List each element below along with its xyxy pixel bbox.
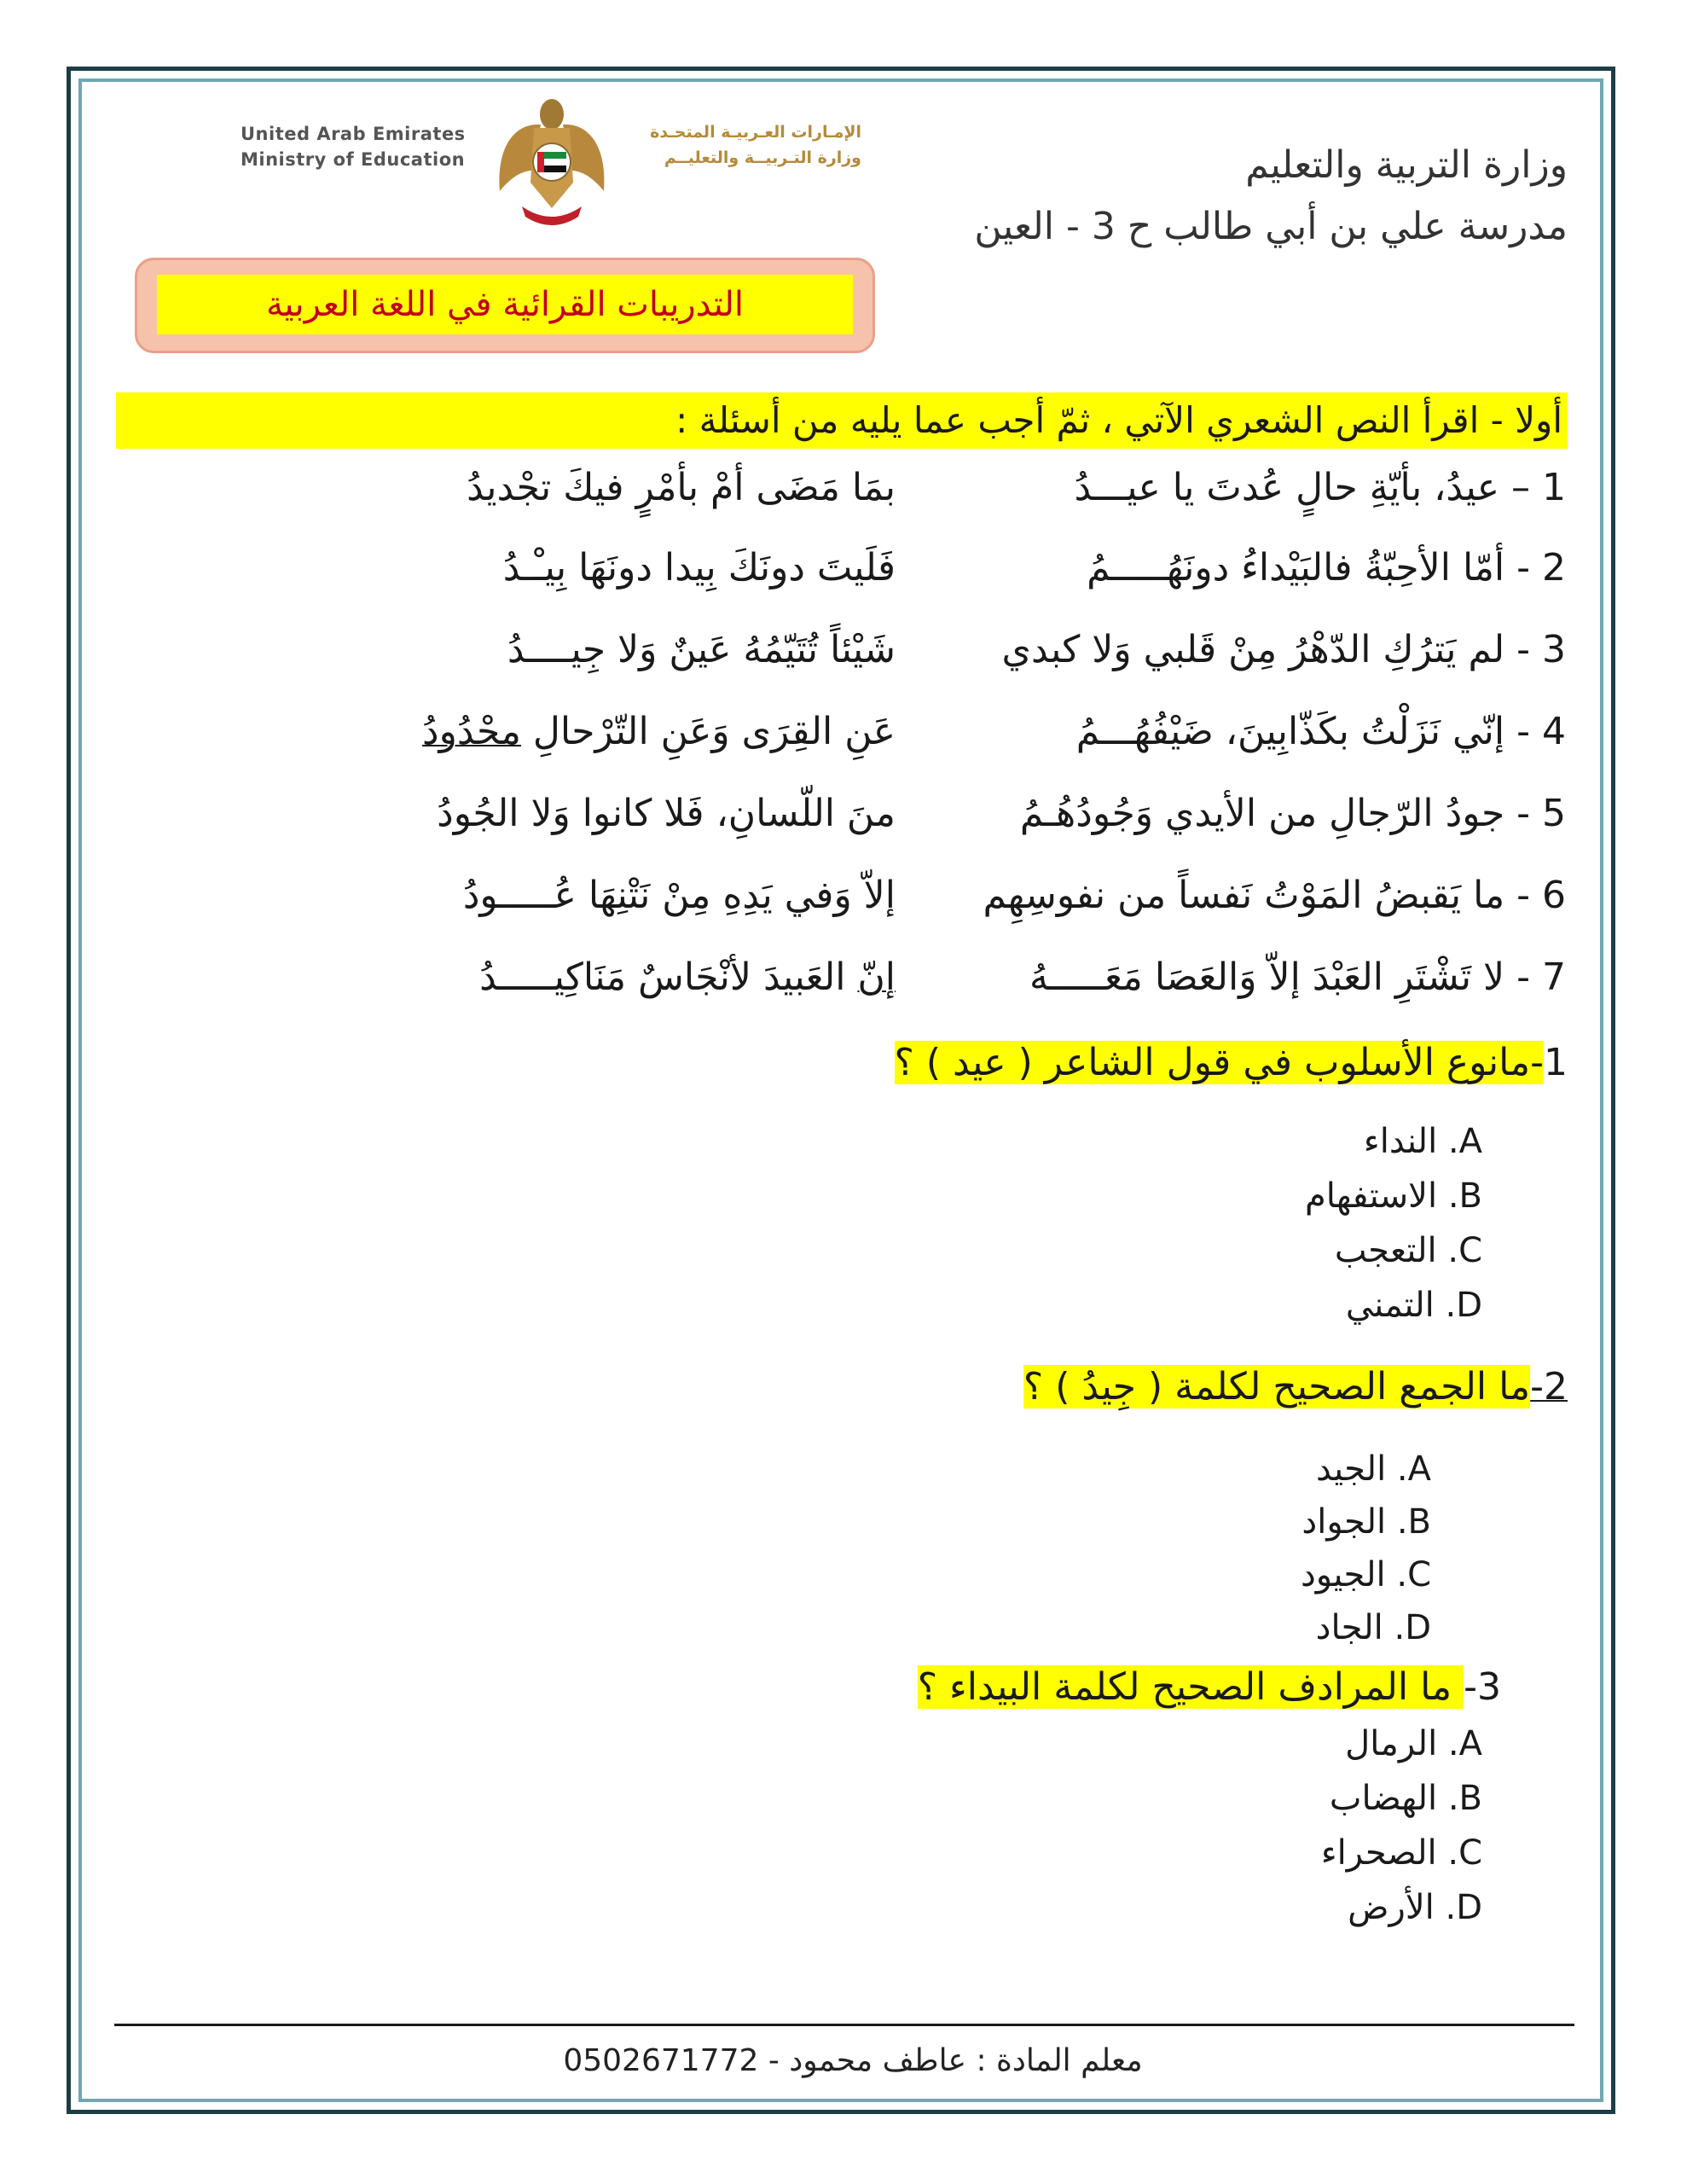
question-3-text: ما المرادف الصحيح لكلمة البيداء ؟ <box>917 1665 1464 1709</box>
verse-7-second-underlined: إنّ <box>857 956 896 999</box>
logo-english-text <box>241 121 466 172</box>
verse-2-first: 2 - أمّا الأحِبّةُ فالبَيْداءُ دونَهُـــــمُ <box>1087 546 1566 590</box>
logo-en-line1: United Arab Emirates <box>241 124 466 144</box>
q1-option-d[interactable]: D. التمني <box>1345 1286 1482 1325</box>
ministry-name: وزارة التربية والتعليم <box>1245 143 1568 187</box>
verse-1-second: بمَا مَضَى أمْ بأمْرٍ فيكَ تجْديدُ <box>467 466 896 509</box>
uae-emblem-icon <box>488 89 616 234</box>
section-heading: أولا - اقرأ النص الشعري الآتي ، ثمّ أجب عما يليه من أسئلة : <box>116 392 1568 449</box>
question-1 <box>895 1036 1568 1090</box>
verse-6-first: 6 - ما يَقبضُ المَوْتُ نَفساً من نفوسِهِم <box>983 874 1566 917</box>
q2-option-b[interactable]: B. الجواد <box>1301 1502 1431 1542</box>
q1-option-a[interactable]: A. النداء <box>1363 1122 1482 1161</box>
q2-option-d[interactable]: D. الجاد <box>1315 1608 1431 1647</box>
logo-arabic-text <box>631 119 861 171</box>
verse-7-second <box>479 944 896 1012</box>
q2-option-c[interactable]: C. الجيود <box>1300 1555 1431 1594</box>
q3-option-b[interactable]: B. الهضاب <box>1329 1779 1482 1818</box>
verse-4-second-a: عَنِ القِرَى وَعَنِ التّرْحالِ <box>520 710 896 753</box>
footer-divider <box>114 2024 1574 2026</box>
verse-2-second: فَلَيتَ دونَكَ بِيدا دونَهَا بِيـْـدُ <box>502 546 896 590</box>
q2-option-a[interactable]: A. الجيد <box>1316 1449 1431 1489</box>
question-2-number: 2- <box>1530 1365 1568 1409</box>
q1-option-b[interactable]: B. الاستفهام <box>1304 1176 1482 1216</box>
verse-3-first: 3 - لم يَترُكِ الدّهْرُ مِنْ قَلبي وَلا كبدي <box>1001 628 1566 671</box>
question-3-number: 3- <box>1464 1665 1501 1709</box>
logo-ar-line1: الإمـارات العـربيـة المتحـدة <box>650 123 861 142</box>
verse-6-second: إلاّ وَفي يَدِهِ مِنْ نَتْنِهَا عُـــــودُ <box>462 874 896 917</box>
verse-7-second-b: العَبيدَ لأنْجَاسٌ مَنَاكِيـــــدُ <box>479 956 858 999</box>
question-2 <box>1023 1360 1568 1414</box>
logo-ar-line2: وزارة التـربيــة والتعليــم <box>664 148 861 167</box>
question-1-text: -مانوع الأسلوب في قول الشاعر ( عيد ) ؟ <box>894 1041 1544 1084</box>
school-name: مدرسة علي بن أبي طالب ح 3 - العين <box>974 205 1568 248</box>
question-2-number-text: 2 <box>1544 1365 1568 1409</box>
verse-4-first: 4 - إنّي نَزَلْتُ بكَذّابِينَ، ضَيْفُهُـــمُ <box>1075 710 1566 753</box>
q3-option-a[interactable]: A. الرمال <box>1345 1724 1482 1763</box>
verse-7-first: 7 - لا تَشْتَرِ العَبْدَ إلاّ وَالعَصَا مَعَـــــهُ <box>1029 956 1566 999</box>
q3-option-d[interactable]: D. الأرض <box>1348 1888 1482 1927</box>
verse-3-second: شَيْئاً تُتَيّمُهُ عَينٌ وَلا جِيــــدُ <box>507 628 896 671</box>
verse-1-first: 1 – عيدُ، بأيّةِ حالٍ عُدتَ يا عيـــدُ <box>1074 466 1566 509</box>
worksheet-title: التدريبات القرائية في اللغة العربية <box>157 275 853 334</box>
teacher-footer: معلم المادة : عاطف محمود - 0502671772 <box>563 2043 1143 2078</box>
logo-en-line2: Ministry of Education <box>241 149 466 170</box>
q3-option-c[interactable]: C. الصحراء <box>1320 1833 1482 1873</box>
question-1-number: 1 <box>1544 1041 1568 1084</box>
verse-4-second <box>422 698 896 766</box>
question-2-text: ما الجمع الصحيح لكلمة ( جِيدُ ) ؟ <box>1023 1365 1531 1409</box>
question-3 <box>918 1660 1501 1715</box>
verse-5-first: 5 - جودُ الرّجالِ من الأيدي وَجُودُهُـمُ <box>1019 792 1566 835</box>
q1-option-c[interactable]: C. التعجب <box>1334 1231 1482 1270</box>
verse-5-second: منَ اللّسانِ، فَلا كانوا وَلا الجُودُ <box>437 792 896 835</box>
verse-4-second-underlined: محْدُودُ <box>422 710 521 753</box>
